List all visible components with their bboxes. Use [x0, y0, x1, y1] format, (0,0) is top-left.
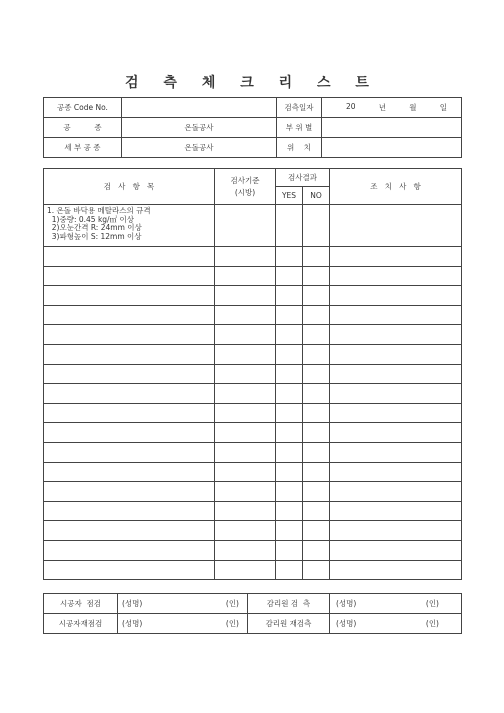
yes-cell[interactable]: [276, 305, 303, 325]
checklist-row: [44, 247, 462, 267]
item-cell[interactable]: [44, 344, 215, 364]
part-value[interactable]: [322, 118, 462, 138]
yes-cell[interactable]: [276, 423, 303, 443]
item-cell[interactable]: [44, 384, 215, 404]
no-cell[interactable]: [303, 286, 330, 306]
no-cell[interactable]: [303, 305, 330, 325]
action-cell[interactable]: [330, 560, 462, 580]
checklist-row: [44, 423, 462, 443]
no-cell[interactable]: [303, 266, 330, 286]
header-row-sub-work-type: [44, 138, 462, 158]
contractor-check-name: (성명): [122, 599, 143, 608]
header-table: [43, 97, 462, 158]
no-cell[interactable]: [303, 462, 330, 482]
col-standard-line1: 검사기준: [230, 175, 260, 185]
no-cell[interactable]: [303, 560, 330, 580]
yes-cell[interactable]: [276, 462, 303, 482]
col-no-header: NO: [303, 187, 330, 205]
supervisor-inspect-label: 감리원 검 측: [248, 594, 330, 614]
contractor-recheck-sign[interactable]: [118, 614, 248, 634]
standard-cell[interactable]: [215, 247, 276, 267]
col-yes-header: YES: [276, 187, 303, 205]
checklist-row: [44, 462, 462, 482]
work-type-value[interactable]: 온돌공사: [122, 118, 277, 138]
action-cell[interactable]: [330, 325, 462, 345]
standard-cell[interactable]: [215, 442, 276, 462]
no-cell[interactable]: [303, 423, 330, 443]
item-cell[interactable]: [44, 560, 215, 580]
item-1-no[interactable]: [303, 205, 330, 247]
item-1-line3: 2)오눈간격 R: 24mm 이상: [47, 223, 142, 232]
action-cell[interactable]: [330, 521, 462, 541]
standard-cell[interactable]: [215, 540, 276, 560]
no-cell[interactable]: [303, 521, 330, 541]
item-1-standard[interactable]: [215, 205, 276, 247]
inspection-date-label: 검측일자: [277, 98, 322, 118]
header-row-work-type: [44, 118, 462, 138]
action-cell[interactable]: [330, 344, 462, 364]
item-1-yes[interactable]: [276, 205, 303, 247]
action-cell[interactable]: [330, 442, 462, 462]
checklist-row: [44, 305, 462, 325]
checklist-row: [44, 521, 462, 541]
checklist-row: [44, 501, 462, 521]
yes-cell[interactable]: [276, 540, 303, 560]
yes-cell[interactable]: [276, 501, 303, 521]
standard-cell[interactable]: [215, 462, 276, 482]
no-cell[interactable]: [303, 442, 330, 462]
action-cell[interactable]: [330, 501, 462, 521]
yes-cell[interactable]: [276, 384, 303, 404]
standard-cell[interactable]: [215, 560, 276, 580]
action-cell[interactable]: [330, 247, 462, 267]
no-cell[interactable]: [303, 325, 330, 345]
item-cell[interactable]: [44, 403, 215, 423]
action-cell[interactable]: [330, 482, 462, 502]
item-1-line1: 1. 온돌 바닥용 메탈라스의 규격: [47, 206, 151, 215]
checklist-row: [44, 364, 462, 384]
checklist-row: [44, 442, 462, 462]
item-cell[interactable]: [44, 423, 215, 443]
page-title: 검 측 체 크 리 스 트: [125, 75, 379, 91]
no-cell[interactable]: [303, 482, 330, 502]
item-cell[interactable]: [44, 364, 215, 384]
item-1-line2: 1)중량: 0.45 kg/㎡ 이상: [47, 214, 134, 224]
contractor-check-label: 시공자 점검: [44, 594, 118, 614]
location-label: 위 치: [277, 138, 322, 158]
supervisor-reinspect-sign[interactable]: [330, 614, 462, 634]
item-cell[interactable]: [44, 247, 215, 267]
item-cell[interactable]: [44, 462, 215, 482]
checklist-row: [44, 403, 462, 423]
checklist-row: [44, 325, 462, 345]
col-standard-header: [215, 169, 276, 205]
item-cell[interactable]: [44, 286, 215, 306]
checklist-row: [44, 540, 462, 560]
inspection-date-field[interactable]: [322, 98, 462, 118]
contractor-recheck-seal: (인): [225, 619, 239, 628]
col-item-header: 검 사 항 목: [44, 169, 215, 205]
action-cell[interactable]: [330, 403, 462, 423]
supervisor-reinspect-name: (성명): [336, 619, 357, 628]
standard-cell[interactable]: [215, 403, 276, 423]
no-cell[interactable]: [303, 403, 330, 423]
date-year: 년: [378, 103, 387, 112]
item-1-line4: 3)파형높이 S: 12mm 이상: [47, 231, 142, 241]
action-cell[interactable]: [330, 384, 462, 404]
item-cell[interactable]: [44, 266, 215, 286]
item-cell[interactable]: [44, 305, 215, 325]
date-day: 일: [439, 103, 447, 112]
no-cell[interactable]: [303, 364, 330, 384]
no-cell[interactable]: [303, 247, 330, 267]
yes-cell[interactable]: [276, 325, 303, 345]
standard-cell[interactable]: [215, 482, 276, 502]
no-cell[interactable]: [303, 501, 330, 521]
item-cell[interactable]: [44, 501, 215, 521]
yes-cell[interactable]: [276, 482, 303, 502]
standard-cell[interactable]: [215, 521, 276, 541]
date-year-prefix: 20: [346, 102, 356, 111]
yes-cell[interactable]: [276, 286, 303, 306]
checklist-table: [43, 168, 462, 580]
standard-cell[interactable]: [215, 344, 276, 364]
standard-cell[interactable]: [215, 501, 276, 521]
standard-cell[interactable]: [215, 325, 276, 345]
yes-cell[interactable]: [276, 560, 303, 580]
yes-cell[interactable]: [276, 247, 303, 267]
checklist-row: [44, 482, 462, 502]
supervisor-inspect-sign[interactable]: [330, 594, 462, 614]
standard-cell[interactable]: [215, 384, 276, 404]
col-standard-line2: (시방): [234, 187, 256, 197]
checklist-row: [44, 344, 462, 364]
part-label: 부 위 별: [277, 118, 322, 138]
date-month: 월: [409, 103, 417, 112]
action-cell[interactable]: [330, 462, 462, 482]
item-cell[interactable]: [44, 540, 215, 560]
location-value[interactable]: [322, 138, 462, 158]
yes-cell[interactable]: [276, 266, 303, 286]
action-cell[interactable]: [330, 305, 462, 325]
checklist-row: [44, 286, 462, 306]
no-cell[interactable]: [303, 540, 330, 560]
action-cell[interactable]: [330, 423, 462, 443]
code-value[interactable]: [122, 98, 277, 118]
signature-table: [43, 593, 462, 634]
checklist-row: [44, 384, 462, 404]
signature-row-1: [44, 594, 462, 614]
item-cell[interactable]: [44, 521, 215, 541]
standard-cell[interactable]: [215, 305, 276, 325]
sub-work-type-value[interactable]: 온돌공사: [122, 138, 277, 158]
col-action-header: 조 치 사 항: [330, 169, 462, 205]
yes-cell[interactable]: [276, 521, 303, 541]
contractor-check-sign[interactable]: [118, 594, 248, 614]
item-cell[interactable]: [44, 325, 215, 345]
contractor-recheck-label: 시공자재점검: [44, 614, 118, 634]
contractor-recheck-name: (성명): [122, 619, 143, 628]
no-cell[interactable]: [303, 344, 330, 364]
standard-cell[interactable]: [215, 266, 276, 286]
checklist-row: [44, 266, 462, 286]
standard-cell[interactable]: [215, 286, 276, 306]
no-cell[interactable]: [303, 384, 330, 404]
action-cell[interactable]: [330, 540, 462, 560]
sub-work-type-label: 세 부 공 종: [44, 138, 122, 158]
supervisor-inspect-seal: (인): [425, 599, 439, 608]
work-type-label: 공 종: [44, 118, 122, 138]
action-cell[interactable]: [330, 286, 462, 306]
yes-cell[interactable]: [276, 364, 303, 384]
yes-cell[interactable]: [276, 442, 303, 462]
checklist-row: [44, 560, 462, 580]
yes-cell[interactable]: [276, 403, 303, 423]
yes-cell[interactable]: [276, 344, 303, 364]
col-result-header: 검사결과: [276, 169, 330, 187]
supervisor-inspect-name: (성명): [336, 599, 357, 608]
checklist-item-1[interactable]: [44, 205, 215, 247]
standard-cell[interactable]: [215, 423, 276, 443]
standard-cell[interactable]: [215, 364, 276, 384]
action-cell[interactable]: [330, 364, 462, 384]
supervisor-reinspect-seal: (인): [425, 619, 439, 628]
supervisor-reinspect-label: 감리원 재검측: [248, 614, 330, 634]
item-cell[interactable]: [44, 482, 215, 502]
contractor-check-seal: (인): [225, 599, 239, 608]
code-label: 공종 Code No.: [44, 98, 122, 118]
checklist-header-row: [44, 169, 462, 187]
checklist-item-row: [44, 205, 462, 247]
signature-row-2: [44, 614, 462, 634]
header-row-code: [44, 98, 462, 118]
item-cell[interactable]: [44, 442, 215, 462]
action-cell[interactable]: [330, 266, 462, 286]
item-1-action[interactable]: [330, 205, 462, 247]
